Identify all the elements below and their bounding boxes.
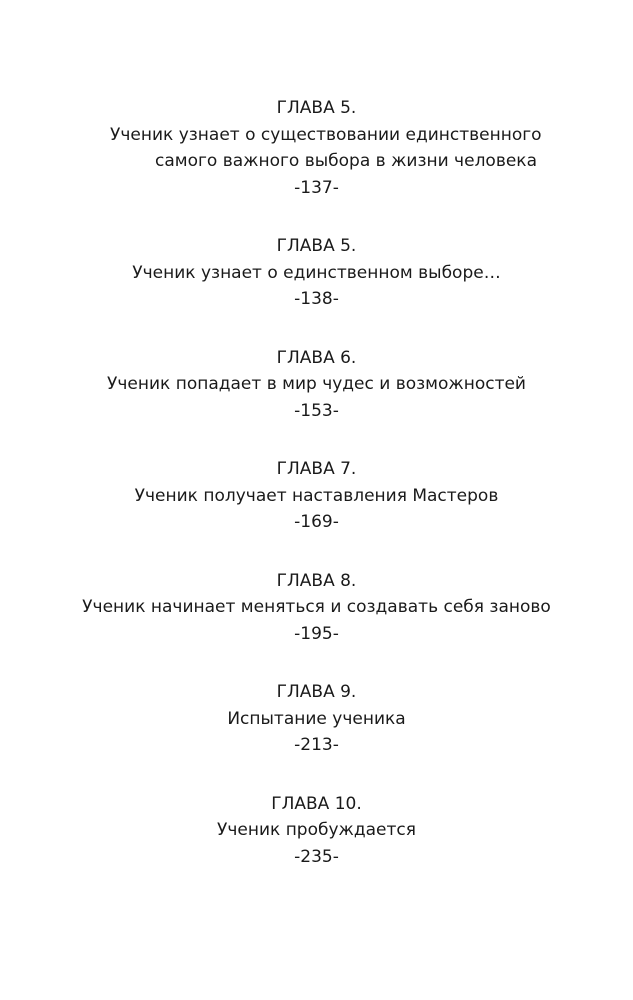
toc-entry <box>0 456 633 536</box>
table-of-contents <box>0 95 633 902</box>
toc-entry <box>0 791 633 871</box>
chapter-title-line: Ученик получает наставления Мастеров <box>134 485 499 506</box>
chapter-title-line: Ученик узнает о единственном выборе… <box>132 262 501 283</box>
page-number: -138- <box>294 289 339 309</box>
chapter-heading: ГЛАВА 10. <box>271 793 362 814</box>
chapter-title-line: Ученик начинает меняться и создавать себя заново <box>82 597 551 617</box>
chapter-title-line: самого важного выбора в жизни человека <box>155 151 537 171</box>
toc-entry <box>0 679 633 759</box>
page-number: -137- <box>294 177 339 198</box>
page-number: -153- <box>294 400 339 421</box>
toc-entry <box>0 95 633 201</box>
chapter-heading: ГЛАВА 8. <box>276 570 357 591</box>
chapter-heading: ГЛАВА 5. <box>276 98 357 118</box>
chapter-heading: ГЛАВА 7. <box>276 459 357 479</box>
chapter-title-line: Ученик попадает в мир чудес и возможностей <box>107 374 526 394</box>
chapter-heading: ГЛАВА 6. <box>276 347 357 368</box>
page-number: -169- <box>294 512 339 532</box>
chapter-heading: ГЛАВА 5. <box>276 236 357 256</box>
toc-entry <box>0 233 633 313</box>
chapter-title-line: Ученик пробуждается <box>217 820 416 840</box>
chapter-title-line: Испытание ученика <box>227 708 406 729</box>
chapter-heading: ГЛАВА 9. <box>276 682 357 702</box>
toc-entry <box>0 345 633 425</box>
page-number: -213- <box>294 735 339 755</box>
toc-entry <box>0 568 633 648</box>
page-number: -195- <box>294 623 339 644</box>
page-number: -235- <box>294 846 339 867</box>
chapter-title-line: Ученик узнает о существовании единственного <box>110 124 542 145</box>
